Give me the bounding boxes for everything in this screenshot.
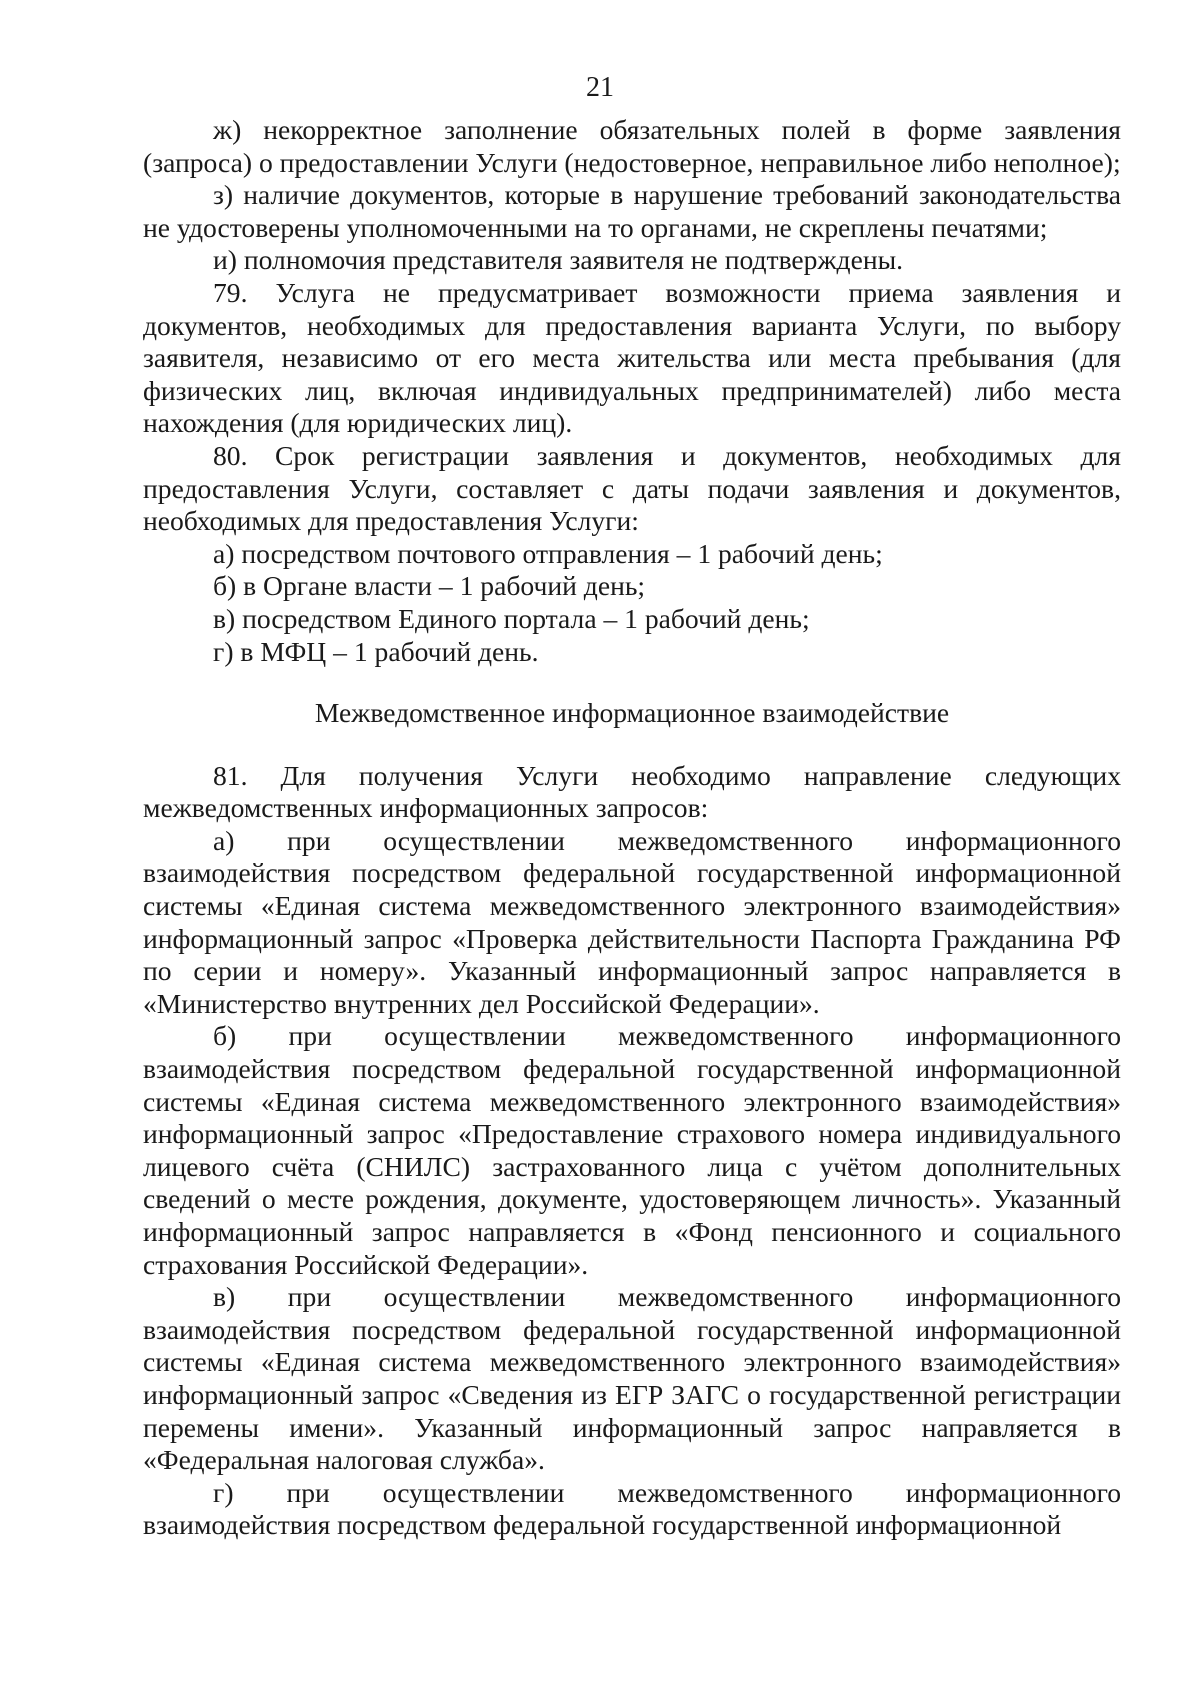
paragraph-81-g: г) при осуществлении межведомственного информационного взаимодействия посредством федеральной государственной информационной bbox=[143, 1476, 1121, 1541]
paragraph-81: 81. Для получения Услуги необходимо направление следующих межведомственных информационных запросов: bbox=[143, 759, 1121, 824]
page-number: 21 bbox=[586, 72, 614, 103]
paragraph-80-a: а) посредством почтового отправления – 1 рабочий день; bbox=[213, 537, 883, 569]
paragraph-81-b: б) при осуществлении межведомственного информационного взаимодействия посредством федеральной государственной информационной системы «Единая система межведомственного электронного взаимодействия» информационный запрос «Предоставление страхового номера индивидуального лицевого счёта (СНИЛС) застрахованного лица с учётом дополнительных сведений о месте рождения, документе, удостоверяющем личность». Указанный информационный запрос направляется в «Фонд пенсионного и социального страхования Российской Федерации». bbox=[143, 1020, 1121, 1280]
paragraph-80-b: б) в Органе власти – 1 рабочий день; bbox=[213, 570, 646, 602]
paragraph-80-g: г) в МФЦ – 1 рабочий день. bbox=[213, 635, 539, 667]
paragraph-item-zh: ж) некорректное заполнение обязательных полей в форме заявления (запроса) о предоставлении Услуги (недостоверное, неправильное либо неполное); bbox=[143, 114, 1121, 178]
paragraph-80: 80. Срок регистрации заявления и документов, необходимых для предоставления Услуги, составляет с даты подачи заявления и документов, необходимых для предоставления Услуги: bbox=[143, 439, 1121, 537]
paragraph-item-z: з) наличие документов, которые в нарушение требований законодательства не удостоверены уполномоченными на то органами, не скреплены печатями; bbox=[143, 179, 1121, 243]
paragraph-79: 79. Услуга не предусматривает возможности приема заявления и документов, необходимых для предоставления варианта Услуги, по выбору заявителя, независимо от его места жительства или места пребывания (для физических лиц, включая индивидуальных предпринимателей) либо места нахождения (для юридических лиц). bbox=[143, 276, 1121, 439]
paragraph-80-v: в) посредством Единого портала – 1 рабочий день; bbox=[213, 602, 810, 634]
paragraph-81-a: а) при осуществлении межведомственного информационного взаимодействия посредством федеральной государственной информационной системы «Единая система межведомственного электронного взаимодействия» информационный запрос «Проверка действительности Паспорта Гражданина РФ по серии и номеру». Указанный информационный запрос направляется в «Министерство внутренних дел Российской Федерации». bbox=[143, 824, 1121, 1019]
section-heading: Межведомственное информационное взаимодействие bbox=[314, 697, 950, 729]
document-body bbox=[143, 114, 1121, 1542]
paragraph-81-v: в) при осуществлении межведомственного информационного взаимодействия посредством федеральной государственной информационной системы «Единая система межведомственного электронного взаимодействия» информационный запрос «Сведения из ЕГР ЗАГС о государственной регистрации перемены имени». Указанный информационный запрос направляется в «Федеральная налоговая служба». bbox=[143, 1281, 1121, 1476]
paragraph-item-i: и) полномочия представителя заявителя не подтверждены. bbox=[213, 244, 904, 276]
